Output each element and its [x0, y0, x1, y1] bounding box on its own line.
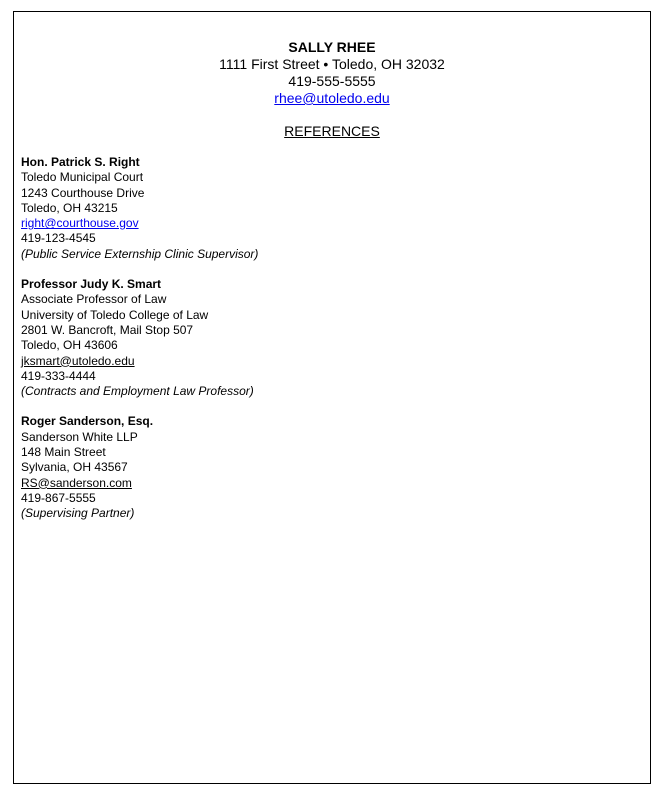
reference-city: Sylvania, OH 43567 [21, 460, 128, 475]
reference-city: Toledo, OH 43606 [21, 338, 118, 353]
reference-entry [21, 155, 621, 262]
reference-organization: University of Toledo College of Law [21, 307, 209, 322]
reference-phone: 419-333-4444 [21, 368, 96, 383]
reference-street: 1243 Courthouse Drive [21, 185, 145, 200]
references-list [21, 155, 621, 537]
reference-street: 148 Main Street [21, 445, 106, 460]
applicant-phone: 419-555-5555 [288, 73, 376, 89]
reference-entry [21, 414, 621, 521]
reference-note: (Supervising Partner) [21, 506, 135, 521]
contact-header [14, 39, 650, 107]
reference-street: 2801 W. Bancroft, Mail Stop 507 [21, 322, 194, 337]
reference-email-link[interactable]: jksmart@utoledo.edu [21, 353, 135, 368]
reference-entry [21, 277, 621, 399]
reference-email-link[interactable]: right@courthouse.gov [21, 216, 139, 231]
reference-city: Toledo, OH 43215 [21, 200, 118, 215]
applicant-name: SALLY RHEE [288, 39, 376, 55]
reference-phone: 419-123-4545 [21, 231, 96, 246]
document-page [13, 11, 651, 784]
reference-note: (Contracts and Employment Law Professor) [21, 384, 254, 399]
reference-organization: Toledo Municipal Court [21, 170, 144, 185]
reference-email-link[interactable]: RS@sanderson.com [21, 475, 132, 490]
reference-name: Hon. Patrick S. Right [21, 155, 140, 169]
reference-title: Associate Professor of Law [21, 292, 167, 307]
reference-note: (Public Service Externship Clinic Supervisor) [21, 246, 259, 261]
reference-phone: 419-867-5555 [21, 490, 96, 505]
applicant-address: 1111 First Street • Toledo, OH 32032 [219, 56, 445, 72]
reference-name: Professor Judy K. Smart [21, 277, 162, 292]
reference-organization: Sanderson White LLP [21, 429, 138, 444]
references-heading: REFERENCES [284, 123, 380, 139]
reference-name: Roger Sanderson, Esq. [21, 414, 154, 429]
applicant-email-link[interactable]: rhee@utoledo.edu [274, 90, 390, 106]
